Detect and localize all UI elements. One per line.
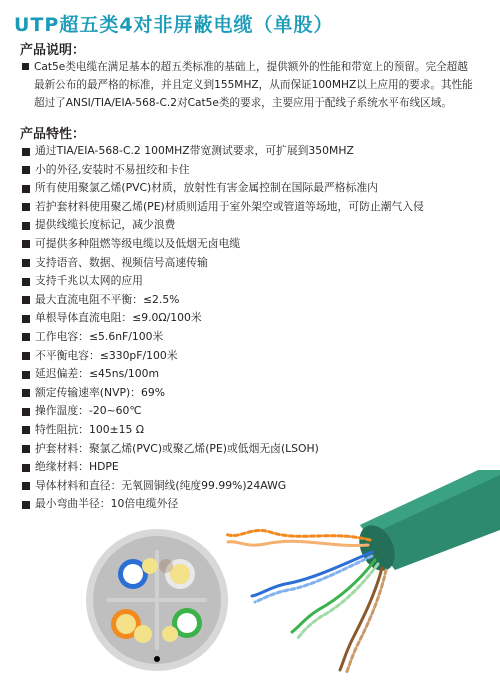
bullet-square-icon [22,426,30,434]
bullet-square-icon [22,259,30,267]
feature-text: 最小弯曲半径：10倍电缆外径 [35,497,179,511]
feature-text: 最大直流电阻不平衡：≤2.5% [35,292,180,306]
bullet-square-icon [22,371,30,379]
feature-item [22,235,482,254]
feature-item [22,328,482,347]
bullet-square-icon [22,185,30,193]
bullet-square-icon [22,296,30,304]
cable-illustration [0,470,500,681]
feature-item [22,365,482,384]
feature-text: 延迟偏差：≤45ns/100m [35,367,160,381]
feature-text: 单根导体直流电阻：≤9.0Ω/100米 [35,311,202,325]
bullet-square-icon [22,148,30,156]
feature-text: 不平衡电容：≤330pF/100米 [35,348,178,362]
feature-item [22,216,482,235]
feature-item [22,161,482,180]
bullet-square-icon [22,222,30,230]
description-block [22,58,477,112]
bullet-square-icon [22,63,29,70]
description-text: Cat5e类电缆在满足基本的超五类标准的基础上，提供额外的性能和带宽上的预留。完全超越最新公布的最严格的标准，并且定义到155MHZ，从而保证100MHZ以上应用的要求。其性能超过了ANSI/TIA/EIA-568-C.2对Cat5e类的要求，主要应用于配线子系统水平布线区域。 [34,61,473,109]
feature-text: 导体材料和直径：无氧圆铜线(纯度99.99%)24AWG [35,478,287,492]
features-list [22,142,482,514]
feature-item [22,254,482,273]
feature-item [22,440,482,459]
feature-text: 若护套材料使用聚乙烯(PE)材质则适用于室外架空或管道等场地，可防止潮气入侵 [35,199,424,213]
bullet-square-icon [22,315,30,323]
feature-item [22,198,482,217]
feature-text: 通过TIA/EIA-568-C.2 100MHZ带宽测试要求，可扩展到350MHZ [35,144,354,157]
feature-item [22,142,482,161]
feature-item [22,384,482,403]
bullet-square-icon [22,240,30,248]
bullet-square-icon [22,166,30,174]
feature-text: 可提供多种阻燃等级电缆以及低烟无卤电缆 [35,236,241,250]
feature-text: 护套材料：聚氯乙烯(PVC)或聚乙烯(PE)或低烟无卤(LSOH) [35,441,319,455]
ripcord-dot [154,656,160,662]
feature-item [22,309,482,328]
bullet-square-icon [22,333,30,341]
feature-item [22,179,482,198]
feature-text: 特性阻抗：100±15 Ω [35,422,145,436]
feature-item [22,272,482,291]
feature-text: 额定传输速率(NVP)：69% [35,385,165,399]
cable-cross-section [86,529,228,671]
feature-item [22,347,482,366]
feature-text: 操作温度：-20~60℃ [35,404,142,418]
bullet-square-icon [22,203,30,211]
feature-text: 支持千兆以太网的应用 [35,274,143,288]
feature-item [22,402,482,421]
feature-text: 绝缘材料：HDPE [35,460,119,474]
bullet-square-icon [22,445,30,453]
bullet-square-icon [22,408,30,416]
bullet-square-icon [22,389,30,397]
feature-text: 提供线缆长度标记，减少浪费 [35,218,176,232]
feature-item [22,291,482,310]
feature-text: 所有使用聚氯乙烯(PVC)材质，放射性有害金属控制在国际最严格标准内 [35,181,378,195]
feature-text: 工作电容：≤5.6nF/100米 [35,329,164,343]
bullet-square-icon [22,352,30,360]
feature-item [22,421,482,440]
description-heading: 产品说明： [20,43,86,58]
feature-text: 支持语音、数据、视频信号高速传输 [35,255,208,269]
features-heading: 产品特性： [20,127,86,142]
bullet-square-icon [22,278,30,286]
feature-text: 小的外径,安装时不易扭绞和卡住 [35,162,190,176]
page-title: UTP超五类4对非屏蔽电缆（单股） [14,14,334,36]
